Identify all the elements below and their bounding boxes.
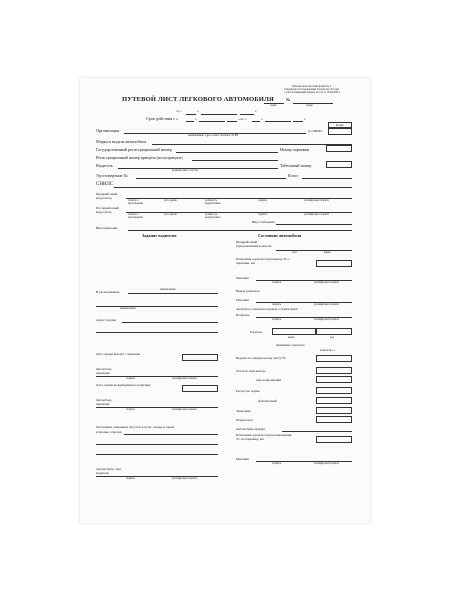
issued-label: Выдано по заправочному листу № (236, 356, 286, 360)
car-handed-label: Автомобиль сдал водитель (96, 467, 121, 475)
disposal-line[interactable] (128, 293, 218, 294)
parking-number-cell[interactable] (326, 145, 352, 152)
snils-line[interactable] (114, 187, 352, 188)
car-model-line[interactable] (152, 144, 352, 145)
transport-type-line[interactable] (128, 230, 352, 231)
validity-label: Срок действия с « (146, 116, 179, 121)
consumption-cell[interactable] (316, 387, 352, 394)
class-line[interactable] (302, 178, 352, 179)
address-label: Адрес подачи (96, 318, 116, 322)
number-line (293, 103, 333, 104)
disposal-label: В распоряжение (96, 290, 120, 294)
form-approval-line-2: Утверждена постановлением Госкомстата России (284, 88, 339, 91)
overrun-label: Перерасход (236, 418, 253, 422)
class-label: Класс (288, 173, 299, 178)
remain-back-label: при возвращении (256, 378, 282, 382)
post-trip-med-label: Послерейсовый медосмотр (96, 206, 119, 214)
license-label: Удостоверение № (96, 173, 128, 178)
delays-label: Опоздания, ожидания, простои в пути, заезды в гараж (96, 425, 175, 429)
driver-sign-label: Водитель (236, 313, 250, 317)
remain-out-cell[interactable] (316, 367, 352, 374)
parking-number-label: Номер парковки (280, 147, 310, 152)
form-title: ПУТЕВОЙ ЛИСТ ЛЕГКОВОГО АВТОМОБИЛЯ (122, 96, 274, 103)
okpo-code-cell[interactable] (328, 128, 352, 135)
date-from-label: от « (176, 109, 182, 113)
remain-out-label: Остаток: при выезде (236, 369, 266, 373)
fuel-brand-cell[interactable] (272, 328, 316, 335)
dispatcher-out-label: Диспетчер-нарядчик (96, 367, 113, 375)
mechanic-sign-label: Механик (236, 298, 249, 302)
issued-cell[interactable] (316, 355, 352, 362)
exit-allowed-label: Выезд разрешен (236, 289, 260, 293)
car-condition-header: Состояние автомобиля (258, 233, 302, 238)
precontrol-label: Предрейсовый (предсменный) контроль (236, 240, 272, 248)
date-month-line (201, 114, 237, 115)
validity-to-label: » по « (238, 117, 247, 121)
state-number-label: Государственный регистрационный номер (96, 147, 172, 152)
comm-type-line[interactable] (276, 224, 352, 225)
car-accepted-label: Автомобиль принял (236, 427, 265, 431)
trailer-number-line[interactable] (192, 160, 278, 161)
organization-caption: наименование, адрес, номер телефона, ОГРН (188, 134, 239, 137)
tab-number-label: Табельный номер (280, 163, 312, 168)
form-approval-line-3: с учетом изменений приказа № 152 от 18.09.2008 г. (284, 91, 341, 94)
comm-type-label: Вид сообщения (252, 220, 275, 224)
pre-trip-med-label: Предрейсовый медосмотр (96, 192, 118, 200)
overrun-cell[interactable] (316, 416, 352, 423)
remain-back-cell[interactable] (316, 376, 352, 383)
driver-caption: фамилия, имя, отчество (172, 169, 199, 172)
snils-label: СНИЛС (96, 182, 114, 187)
form-approval-line-1: Типовая межотраслевая форма № 3 (292, 85, 332, 88)
number-sign: № (286, 97, 291, 102)
odometer-back-cell[interactable] (316, 436, 352, 443)
driver-task-header: Задание водителю (142, 233, 177, 238)
fuel-movement-label: Движение горючего (276, 343, 305, 347)
transport-type-label: Вид перевозки (96, 226, 118, 230)
precontrol-line[interactable] (276, 250, 352, 251)
driver-line[interactable] (118, 168, 278, 169)
tab-number-cell[interactable] (326, 161, 352, 168)
date-year-label: г. (255, 109, 257, 113)
organization-label: Организация (96, 128, 120, 133)
fuel-code-cell[interactable] (316, 328, 352, 335)
trailer-number-label: Регистрационный номер прицепа (полуприцепа) (96, 155, 183, 160)
odometer-out-label: Показания одометра при выезде ТС с парковки, км (236, 257, 290, 265)
odometer-back-label: Показания одометра при возвращении ТС на парковку, км (236, 433, 292, 441)
return-date-cell[interactable] (182, 385, 218, 392)
economy-cell[interactable] (316, 407, 352, 414)
okpo-label: по ОКПО (308, 129, 322, 133)
codes-header-cell: Коды (328, 122, 352, 128)
mechanic-label: Механик (236, 276, 249, 280)
state-number-line[interactable] (176, 152, 278, 153)
number-caption: номер (306, 104, 313, 107)
delays-label-2: и прочие отметки (96, 430, 122, 434)
address-line[interactable] (122, 322, 218, 323)
departure-date-label: Дата, время выезда с парковки (96, 352, 141, 356)
qty-caption: количество, л (320, 349, 335, 352)
date-year-line (240, 114, 254, 115)
actual-cell[interactable] (316, 397, 352, 404)
waybill-form-page: Типовая межотраслевая форма № 3 Утверждена постановлением Госкомстата России с учетом изменений приказа № 152 от 18.09.2008 г. ПУТЕВОЙ ЛИСТ ЛЕГКОВОГО АВТОМОБИЛЯ № серия номер от « » г. Срок действия с « » » по « » г. Коды по ОКПО Организация наименование, адрес, номер телефона, ОГРН Марка и модель автомобиля Государственный регистрационный номер Номер парковки Регистрационный номер прицепа (полуприцепа) Водитель фамилия, имя, отчество Табельный номер Удостоверение № Класс СНИЛС Предрейсовый медосмотр отметка о прохождении дата, время должность медработника подпись расшифровка подписи Послерейсовый медосмотр отметка о прохождении дата, время должность медработника подпись расшифровка подписи Вид сообщения Вид перевозки Задание водителю Состояние автомобиля В распоряжение наименование наименование Адрес подачи Дата, время выезда с парковки Диспетчер-нарядчик подпись расшифровка подписи Дата, время возвращения на парковку Диспетчер-нарядчик подпись расшифровка подписи Опоздания, ожидания, простои в пути, заезды в гараж и прочие отметки Автомобиль сдал водитель подпись расшифровка подписи Предрейсовый (предсменный) контроль дата время Показания одометра при выезде ТС с парковки, км Механик подпись расшифровка подписи Выезд разрешен Механик подпись расшифровка подписи Автомобиль в технически исправном состоянии принял Водитель подпись расшифровка подписи Горючее марка код Движение горючего количество, л Выдано по заправочному листу № Остаток: при выезде при возвращении Расход по норме фактический Экономия Перерасход Автомобиль принял Показания одометра при возвращении ТС на парковку, км Механик подпись расшифровка подписи (80, 78, 370, 523)
dispatcher-back-label: Диспетчер-нарядчик (96, 398, 113, 406)
license-line[interactable] (136, 178, 286, 179)
departure-date-cell[interactable] (182, 354, 218, 361)
economy-label: Экономия (236, 409, 251, 413)
driver-label: Водитель (96, 163, 113, 168)
actual-label: фактический (258, 399, 277, 403)
validity-year-label: г. (304, 117, 306, 121)
car-ok-label: Автомобиль в технически исправном состоянии принял (236, 308, 298, 311)
date-day-line (186, 114, 196, 115)
consumption-label: Расход по норме (236, 389, 260, 393)
car-model-label: Марка и модель автомобиля (96, 139, 147, 144)
return-date-label: Дата, время возвращения на парковку (96, 383, 151, 387)
mechanic-2-label: Механик (236, 457, 249, 461)
fuel-brand-label: Горючее (250, 330, 263, 334)
odometer-out-cell[interactable] (316, 260, 352, 267)
series-caption: серия (270, 104, 277, 107)
